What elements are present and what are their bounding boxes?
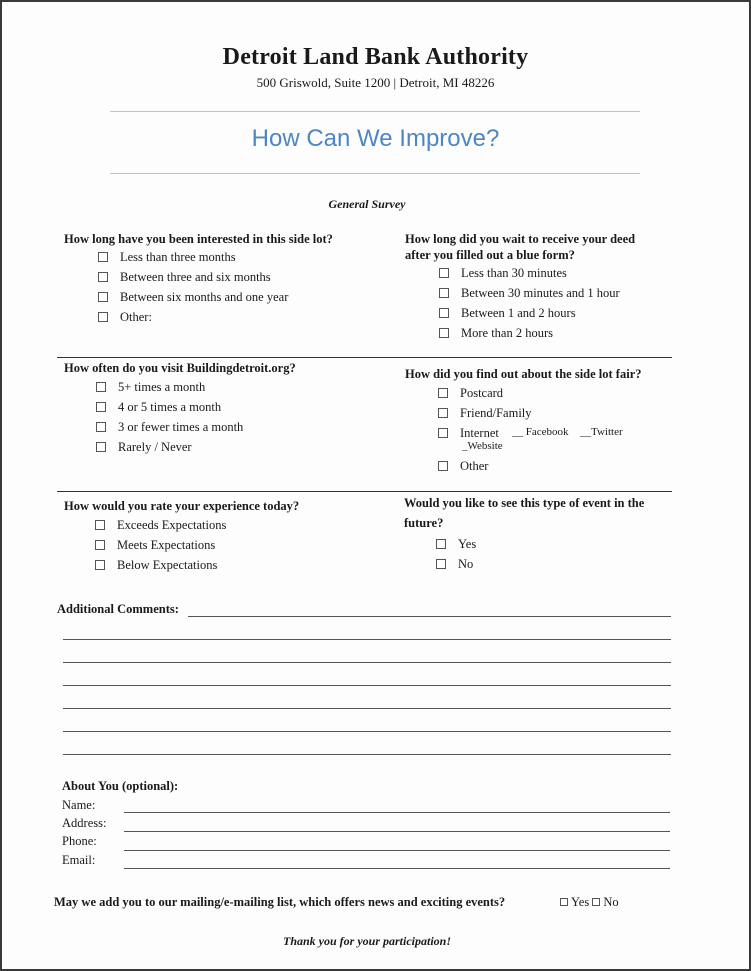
checkbox-icon[interactable]: [436, 539, 446, 549]
question-future-event-line2: future?: [404, 516, 444, 530]
header-divider-bottom: [110, 173, 640, 174]
option-less-than-three-months[interactable]: Less than three months: [98, 249, 236, 265]
option-below-expectations[interactable]: Below Expectations: [95, 557, 217, 573]
question-fair-source: How did you find out about the side lot fair?: [405, 367, 642, 381]
option-rarely-never[interactable]: Rarely / Never: [96, 439, 192, 455]
checkbox-icon[interactable]: [438, 428, 448, 438]
option-more-than-2-hours[interactable]: More than 2 hours: [439, 325, 553, 341]
checkbox-icon[interactable]: [96, 442, 106, 452]
section-divider-2: [57, 491, 672, 492]
survey-subtitle: General Survey: [328, 197, 406, 211]
checkbox-icon[interactable]: [98, 312, 108, 322]
question-deed-wait-line1: How long did you wait to receive your deed: [405, 232, 636, 246]
email-field[interactable]: [124, 868, 670, 869]
option-future-no[interactable]: No: [436, 556, 473, 572]
option-six-months-to-one-year[interactable]: Between six months and one year: [98, 289, 288, 305]
checkbox-icon[interactable]: [95, 520, 105, 530]
comment-line[interactable]: [63, 685, 671, 686]
option-30-minutes-to-1-hour[interactable]: Between 30 minutes and 1 hour: [439, 285, 620, 301]
checkbox-icon[interactable]: [96, 382, 106, 392]
mailing-list-options: [560, 895, 619, 910]
checkbox-icon[interactable]: [438, 461, 448, 471]
question-future-event-line1: Would you like to see this type of event in the: [404, 496, 645, 510]
checkbox-icon[interactable]: [96, 402, 106, 412]
mailing-no-label[interactable]: No: [603, 895, 619, 909]
option-three-to-six-months[interactable]: Between three and six months: [98, 269, 271, 285]
checkbox-icon[interactable]: [95, 560, 105, 570]
option-friend-family[interactable]: Friend/Family: [438, 405, 532, 421]
checkbox-icon[interactable]: [436, 559, 446, 569]
option-1-to-2-hours[interactable]: Between 1 and 2 hours: [439, 305, 576, 321]
comment-line[interactable]: [63, 708, 671, 709]
option-4-or-5-times[interactable]: 4 or 5 times a month: [96, 399, 221, 415]
comment-line[interactable]: [63, 731, 671, 732]
thank-you-message: Thank you for your participation!: [282, 934, 452, 948]
checkbox-icon[interactable]: [98, 292, 108, 302]
survey-title: How Can We Improve?: [251, 125, 500, 152]
option-5-plus-times[interactable]: 5+ times a month: [96, 379, 205, 395]
address-field[interactable]: [124, 831, 670, 832]
phone-field[interactable]: [124, 850, 670, 851]
checkbox-icon[interactable]: [560, 898, 568, 906]
option-internet[interactable]: Internet: [438, 425, 499, 441]
comment-line[interactable]: [63, 754, 671, 755]
checkbox-icon[interactable]: [95, 540, 105, 550]
name-field[interactable]: [124, 812, 670, 813]
option-future-yes[interactable]: Yes: [436, 536, 476, 552]
internet-twitter-blank[interactable]: __Twitter: [580, 426, 623, 438]
internet-website-blank[interactable]: _Website: [462, 440, 503, 452]
comment-line-first[interactable]: [188, 616, 671, 617]
checkbox-icon[interactable]: [592, 898, 600, 906]
option-exceeds-expectations[interactable]: Exceeds Expectations: [95, 517, 226, 533]
checkbox-icon[interactable]: [98, 252, 108, 262]
question-experience-rating: How would you rate your experience today?: [64, 499, 300, 513]
option-postcard[interactable]: Postcard: [438, 385, 503, 401]
option-meets-expectations[interactable]: Meets Expectations: [95, 537, 215, 553]
checkbox-icon[interactable]: [438, 388, 448, 398]
checkbox-icon[interactable]: [98, 272, 108, 282]
header-divider-top: [110, 111, 640, 112]
internet-facebook-blank[interactable]: __ Facebook: [512, 426, 569, 438]
option-other-source[interactable]: Other: [438, 458, 488, 474]
option-other-interest[interactable]: Other:: [98, 309, 152, 325]
about-you-label: About You (optional):: [62, 779, 179, 793]
org-address: 500 Griswold, Suite 1200 | Detroit, MI 48226: [256, 75, 495, 90]
mailing-yes-label[interactable]: Yes: [571, 895, 590, 909]
checkbox-icon[interactable]: [96, 422, 106, 432]
question-deed-wait-line2: after you filled out a blue form?: [405, 248, 575, 262]
comment-line[interactable]: [63, 639, 671, 640]
checkbox-icon[interactable]: [439, 328, 449, 338]
checkbox-icon[interactable]: [438, 408, 448, 418]
option-3-or-fewer-times[interactable]: 3 or fewer times a month: [96, 419, 243, 435]
checkbox-icon[interactable]: [439, 288, 449, 298]
mailing-list-question: May we add you to our mailing/e-mailing list, which offers news and exciting events?: [54, 895, 506, 909]
checkbox-icon[interactable]: [439, 308, 449, 318]
email-label: Email:: [62, 853, 96, 867]
comment-line[interactable]: [63, 662, 671, 663]
question-visit-frequency: How often do you visit Buildingdetroit.org?: [64, 361, 296, 375]
address-label: Address:: [62, 816, 107, 830]
section-divider-1: [57, 357, 672, 358]
org-name: Detroit Land Bank Authority: [222, 44, 529, 70]
checkbox-icon[interactable]: [439, 268, 449, 278]
additional-comments-label: Additional Comments:: [57, 602, 179, 616]
phone-label: Phone:: [62, 834, 97, 848]
question-interest-duration: How long have you been interested in this side lot?: [64, 232, 333, 246]
name-label: Name:: [62, 798, 96, 812]
option-less-than-30-minutes[interactable]: Less than 30 minutes: [439, 265, 567, 281]
